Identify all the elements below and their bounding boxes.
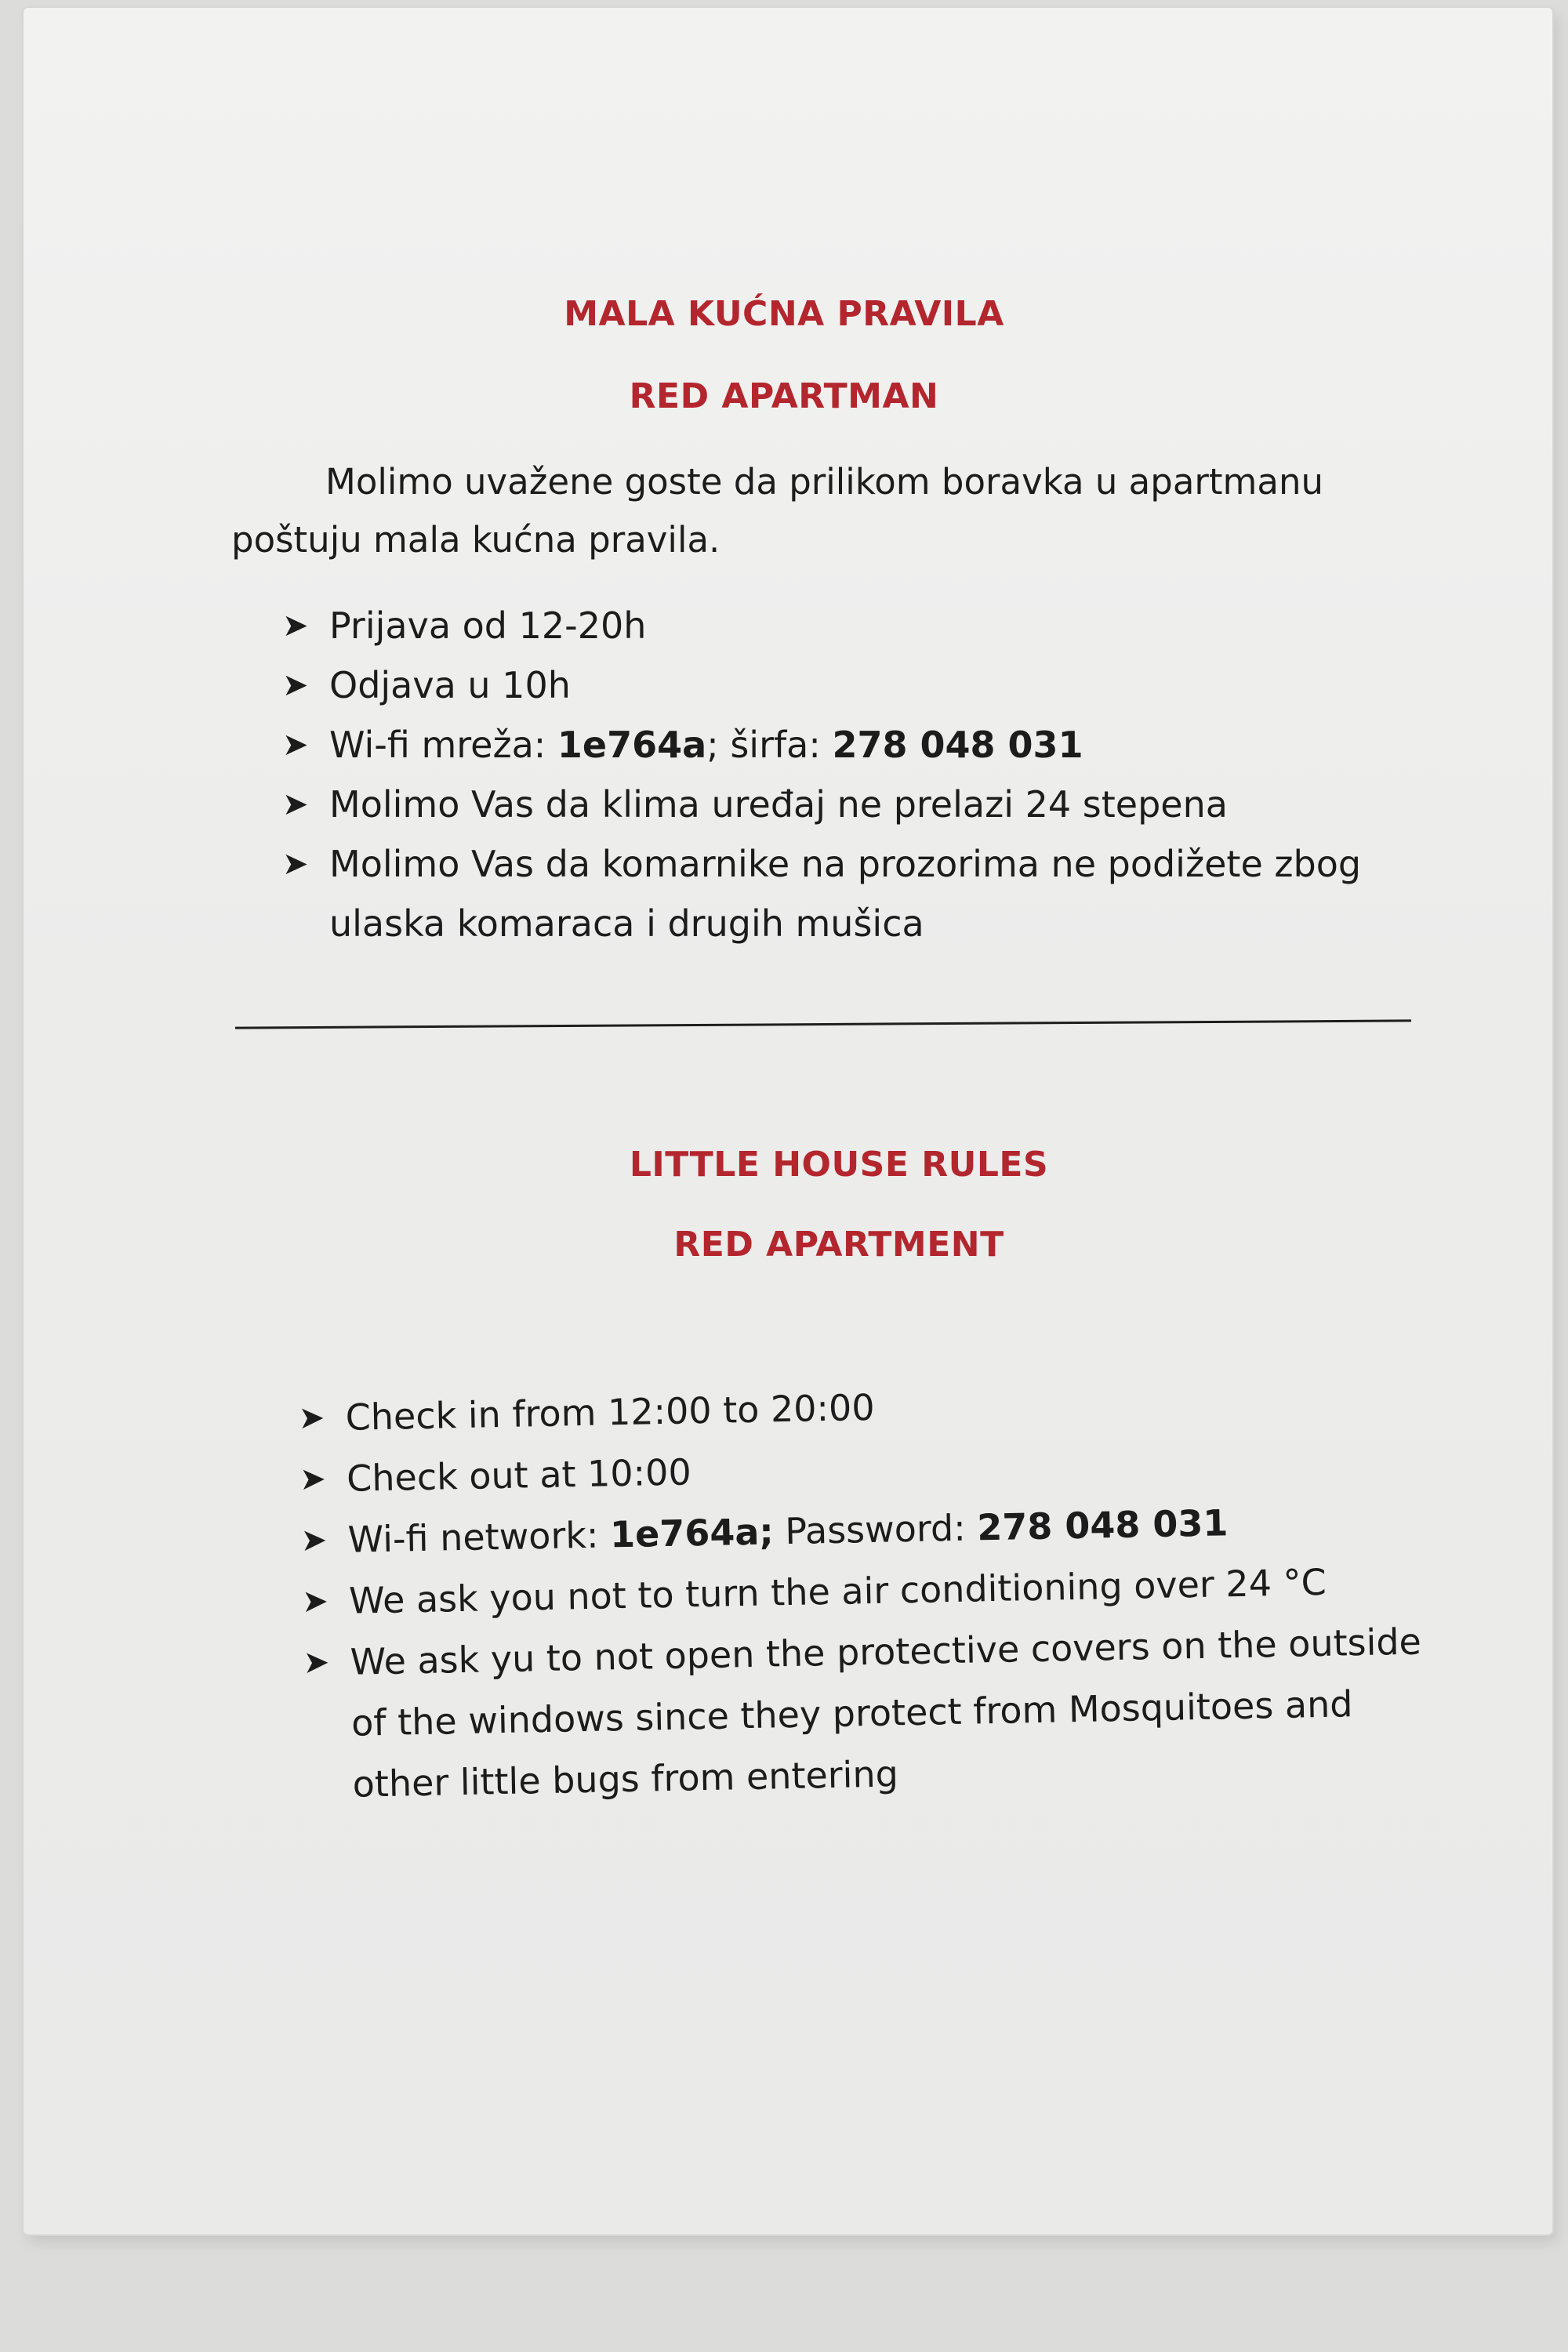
arrowhead-bullet-icon: ➤ bbox=[282, 727, 309, 763]
list-item bbox=[282, 834, 1411, 953]
list-item bbox=[282, 715, 1411, 775]
arrowhead-bullet-icon: ➤ bbox=[298, 1399, 325, 1436]
list-item bbox=[282, 596, 1411, 655]
serbian-intro: Molimo uvažene goste da prilikom boravka u apartmanu poštuju mala kućna pravila. bbox=[231, 461, 1323, 561]
arrowhead-bullet-icon: ➤ bbox=[282, 846, 309, 882]
wifi-password-label: Password: bbox=[773, 1506, 978, 1553]
wifi-password: 278 048 031 bbox=[976, 1501, 1229, 1549]
wifi-network-name: 1e764a; bbox=[609, 1510, 775, 1556]
arrowhead-bullet-icon: ➤ bbox=[301, 1583, 329, 1620]
rule-text: We ask yu to not open the protective covers on the outside of the windows since they protect from Mosquitoes and other little bugs from entering bbox=[350, 1620, 1422, 1806]
paper-sheet bbox=[24, 8, 1552, 2234]
rule-text: Check in from 12:00 to 20:00 bbox=[345, 1385, 876, 1439]
wifi-password: 278 048 031 bbox=[832, 724, 1083, 766]
wifi-password-label: ; širfa: bbox=[706, 724, 833, 766]
arrowhead-bullet-icon: ➤ bbox=[303, 1644, 330, 1681]
english-title: LITTLE HOUSE RULES bbox=[629, 1145, 1049, 1185]
arrowhead-bullet-icon: ➤ bbox=[282, 667, 309, 703]
list-item bbox=[282, 775, 1411, 834]
wifi-label: Wi-fi mreža: bbox=[329, 724, 557, 766]
list-item bbox=[303, 1610, 1435, 1816]
english-rules-list bbox=[298, 1366, 1435, 1816]
serbian-rules-list bbox=[282, 596, 1411, 953]
arrowhead-bullet-icon: ➤ bbox=[299, 1461, 327, 1497]
arrowhead-bullet-icon: ➤ bbox=[282, 608, 309, 644]
wifi-network-name: 1e764a bbox=[557, 724, 707, 766]
english-subtitle: RED APARTMENT bbox=[673, 1225, 1004, 1265]
rule-text: Check out at 10:00 bbox=[346, 1450, 692, 1500]
serbian-subtitle: RED APARTMAN bbox=[629, 376, 939, 416]
rule-text: Prijava od 12-20h bbox=[329, 604, 647, 647]
serbian-title: MALA KUĆNA PRAVILA bbox=[564, 294, 1004, 334]
arrowhead-bullet-icon: ➤ bbox=[300, 1522, 328, 1559]
arrowhead-bullet-icon: ➤ bbox=[282, 786, 309, 822]
rule-text: Odjava u 10h bbox=[329, 664, 571, 706]
rule-text: Molimo Vas da klima uređaj ne prelazi 24 stepena bbox=[329, 783, 1228, 826]
rule-text: Molimo Vas da komarnike na prozorima ne podižete zbog ulaska komaraca i drugih mušica bbox=[329, 843, 1362, 945]
list-item bbox=[282, 655, 1411, 715]
rule-text: We ask you not to turn the air conditioning over 24 °C bbox=[348, 1560, 1327, 1622]
wifi-label: Wi-fi network: bbox=[347, 1513, 611, 1561]
